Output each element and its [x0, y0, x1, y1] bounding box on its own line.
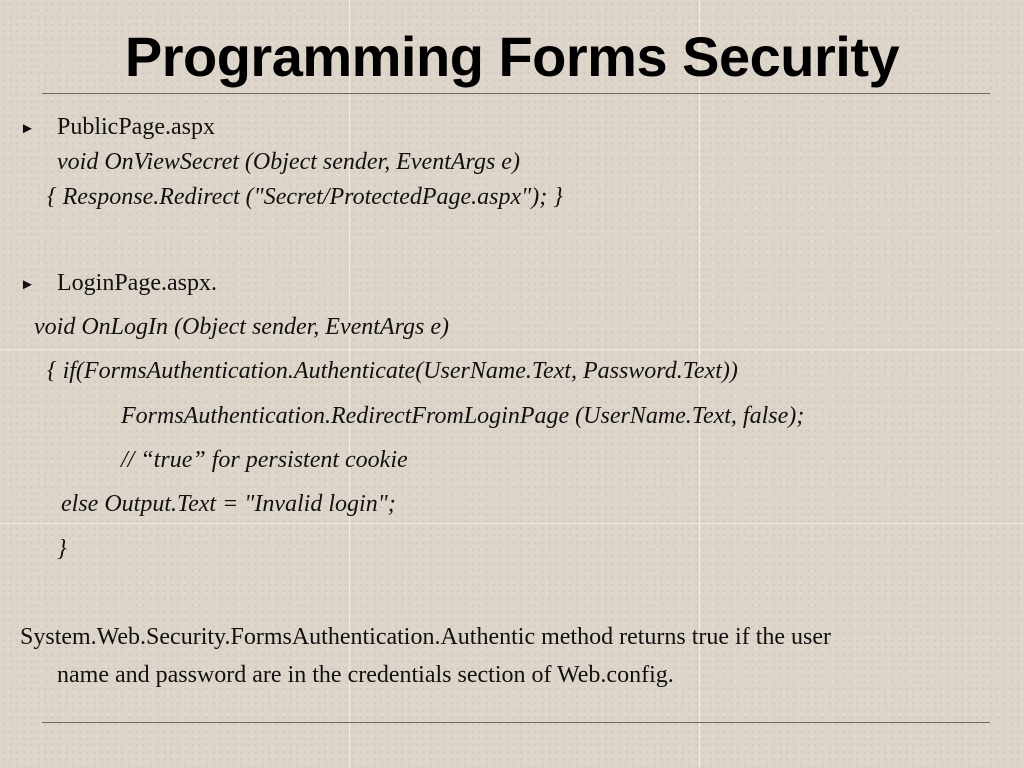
code-line: void OnViewSecret (Object sender, EventArgs e): [57, 149, 520, 175]
note-line-2: name and password are in the credentials section of Web.config.: [57, 662, 674, 688]
title-divider: [42, 93, 990, 94]
footer-divider: [42, 722, 990, 723]
code-line: }: [57, 536, 67, 562]
code-line: else Output.Text = "Invalid login";: [61, 491, 396, 517]
section2-heading: LoginPage.aspx.: [57, 270, 217, 296]
code-comment: // “true” for persistent cookie: [121, 447, 408, 473]
bullet-arrow-icon: ►: [20, 121, 35, 137]
code-line: FormsAuthentication.RedirectFromLoginPage (UserName.Text, false);: [121, 403, 805, 429]
bullet-arrow-icon: ►: [20, 277, 35, 293]
code-line: { Response.Redirect ("Secret/ProtectedPage.aspx"); }: [47, 184, 563, 210]
background-tile-seam: [0, 349, 1024, 350]
code-line: void OnLogIn (Object sender, EventArgs e): [34, 314, 450, 340]
section1-heading: PublicPage.aspx: [57, 114, 215, 140]
slide-title: Programming Forms Security: [124, 25, 900, 88]
code-line: { if(FormsAuthentication.Authenticate(UserName.Text, Password.Text)): [47, 358, 738, 384]
background-tile-seam: [0, 523, 1024, 524]
note-line-1: System.Web.Security.FormsAuthentication.Authentic method returns true if the user: [20, 624, 832, 650]
